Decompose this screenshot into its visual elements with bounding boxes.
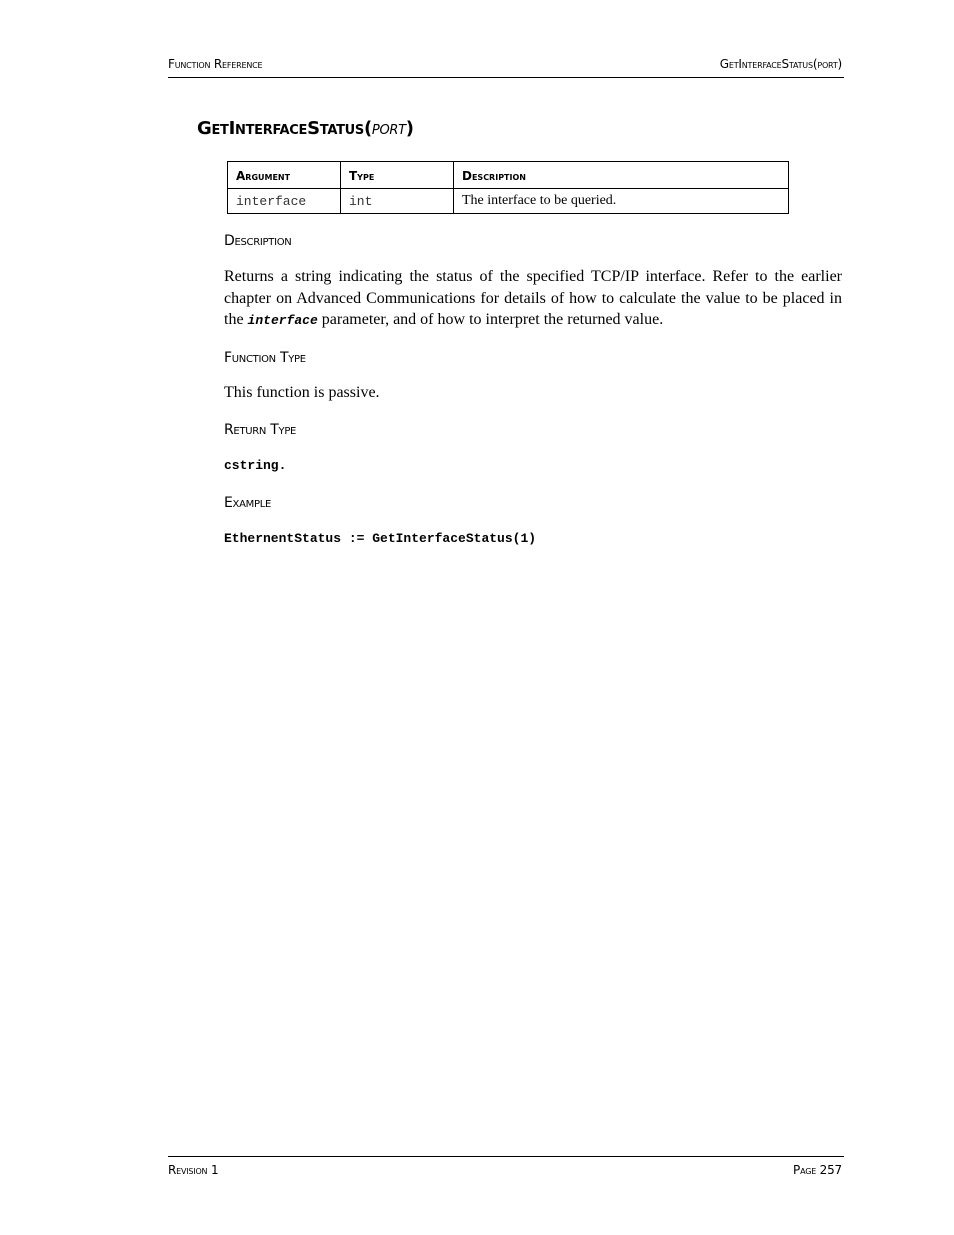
description-text-start: Returns a string indicating the status of the specified TCP/IP interface. Refer to the earlier chapter on Advanced Communications for details of how to calculate the value to be placed in the bbox=[224, 268, 842, 328]
footer-page-number: Page 257 bbox=[793, 1163, 842, 1177]
page-title bbox=[197, 118, 414, 139]
header-function-name: GetInterfaceStatus(port) bbox=[719, 57, 842, 71]
column-header-type: Type bbox=[341, 162, 454, 189]
description-text-end: parameter, and of how to interpret the returned value. bbox=[317, 311, 664, 328]
column-header-description: Description bbox=[454, 162, 789, 189]
function-type-text: This function is passive. bbox=[224, 384, 380, 401]
table-row bbox=[228, 189, 789, 214]
example-heading: Example bbox=[224, 495, 271, 511]
description-inline-code: interface bbox=[247, 313, 318, 328]
table-header-row bbox=[228, 162, 789, 189]
description-text bbox=[224, 266, 842, 332]
title-parameter: port bbox=[371, 118, 406, 139]
cell-description: The interface to be queried. bbox=[454, 189, 789, 214]
cell-argument: interface bbox=[228, 189, 341, 214]
function-type-heading: Function Type bbox=[224, 350, 306, 366]
example-code: EthernentStatus := GetInterfaceStatus(1) bbox=[224, 531, 537, 546]
title-close-paren: ) bbox=[405, 118, 414, 139]
page-footer bbox=[168, 1156, 844, 1181]
cell-type: int bbox=[341, 189, 454, 214]
footer-revision: Revision 1 bbox=[168, 1163, 219, 1177]
column-header-argument: Argument bbox=[228, 162, 341, 189]
page-header bbox=[168, 55, 844, 78]
arguments-table bbox=[227, 161, 789, 214]
header-section-title: Function Reference bbox=[168, 57, 263, 71]
return-type-value: cstring. bbox=[224, 458, 287, 473]
title-function-name: GetInterfaceStatus( bbox=[197, 118, 372, 139]
return-type-heading: Return Type bbox=[224, 422, 297, 438]
description-heading: Description bbox=[224, 233, 292, 249]
